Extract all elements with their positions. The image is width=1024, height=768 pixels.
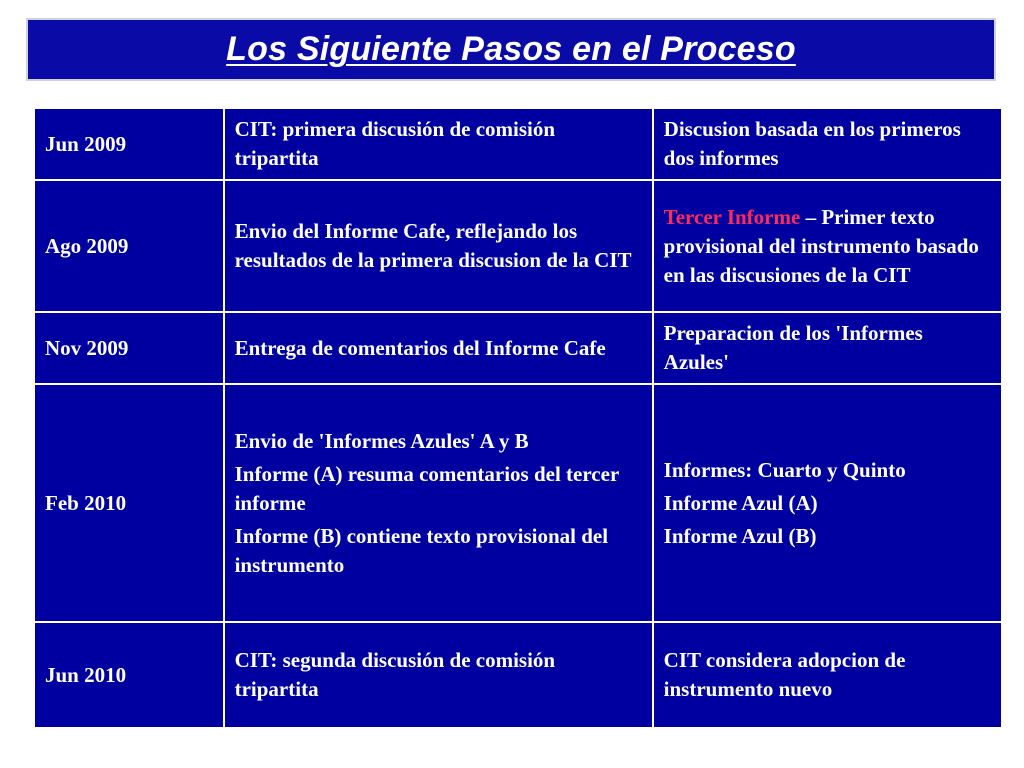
action-cell (224, 108, 653, 180)
action-text: Envio del Informe Cafe, reflejando los resultados de la primera discusion de la CIT (234, 219, 632, 272)
title-bar (26, 18, 996, 81)
action-cell (224, 180, 653, 312)
action-cell (224, 312, 653, 384)
action-text: CIT: primera discusión de comisión tripartita (234, 117, 556, 170)
result-text: – Primer texto provisional del instrumento basado en las discusiones de la CIT (663, 204, 979, 287)
result-text: Preparacion de los 'Informes Azules' (663, 321, 923, 374)
table-row (34, 622, 1002, 728)
action-cell (224, 384, 653, 622)
result-text: Informes: Cuarto y Quinto (663, 457, 906, 482)
result-cell (653, 312, 1002, 384)
slide-title: Los Siguiente Pasos en el Proceso (226, 30, 796, 68)
action-text: Envio de 'Informes Azules' A y B (234, 428, 529, 453)
action-text: Informe (A) resuma comentarios del tercer informe (234, 461, 619, 515)
date-cell: Feb 2010 (34, 384, 224, 622)
result-cell (653, 108, 1002, 180)
highlight-text: Tercer Informe (663, 204, 801, 229)
table-row (34, 180, 1002, 312)
date-cell: Nov 2009 (34, 312, 224, 384)
result-cell (653, 384, 1002, 622)
process-steps-table (33, 107, 1003, 729)
result-text: Informe Azul (A) (663, 490, 818, 515)
result-text: Informe Azul (B) (663, 523, 817, 548)
date-cell: Ago 2009 (34, 180, 224, 312)
action-text: Entrega de comentarios del Informe Cafe (234, 335, 606, 360)
result-cell (653, 622, 1002, 728)
result-cell (653, 180, 1002, 312)
table-row (34, 384, 1002, 622)
table-row (34, 312, 1002, 384)
result-text: Discusion basada en los primeros dos informes (663, 117, 961, 170)
action-cell (224, 622, 653, 728)
date-cell: Jun 2010 (34, 622, 224, 728)
table-row (34, 108, 1002, 180)
action-text: CIT: segunda discusión de comisión tripartita (234, 648, 556, 701)
date-cell: Jun 2009 (34, 108, 224, 180)
result-text: CIT considera adopcion de instrumento nuevo (663, 648, 906, 701)
action-text: Informe (B) contiene texto provisional del instrumento (234, 523, 609, 577)
